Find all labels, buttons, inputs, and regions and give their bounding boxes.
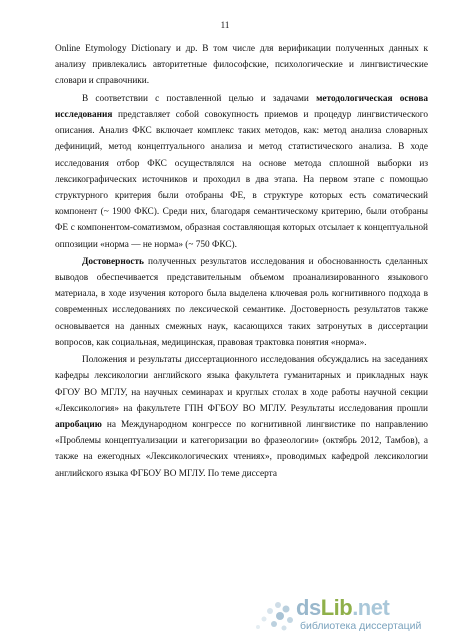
bold-term: апробацию [55,419,102,430]
document-body [55,41,428,483]
text-segment: полученных результатов исследования и обоснованность сделанных выводов обеспечивается представительным объемом проанализированного языкового материала, в ходе изучения которого была выделена ключевая роль когнитивного подхода в современных исследованиях по лексической семантике. Достоверность результатов также основывается на данных смежных наук, касающихся таких затронутых в диссертации вопросов, как социальная, медицинская, правовая трактовка понятия «норма». [55,256,428,348]
paragraph-reliability [55,254,428,351]
text-segment: представляет собой совокупность приемов и процедур лингвистического описания. Анализ ФКС включает комплекс таких методов, как: метод анализа словарных дефиниций, метод концептуального анализа и метод статистического анализа. В ходе исследования отбор ФКС осуществлялся на основе метода сплошной выборки из лексикографических источников и проходил в два этапа. На первом этапе с помощью структурного критерия были отобраны ФЕ, в структуре которых есть соматический компонент (~ 1900 ФКС). Среди них, благодаря семантическому критерию, были отобраны ФЕ с компонентом-соматизмом, образная составляющая которых отсылает к концептуальной оппозиции «норма — не норма» (~ 750 ФКС). [55,109,428,250]
page-number: 11 [220,20,230,30]
paragraph-methodology [55,91,428,253]
watermark-subtitle: библиотека диссертаций [300,620,422,632]
paragraph-approbation [55,352,428,482]
paragraph-1 [55,41,428,90]
text-segment: В соответствии с поставленной целью и задачами [82,93,317,104]
dots-logo-icon [234,599,296,633]
bold-term: Достоверность [82,256,144,267]
text-segment: Положения и результаты диссертационного исследования обсуждались на заседаниях кафедры лексикологии английского языка факультета гуманитарных и прикладных наук ФГОУ ВО МГЛУ, на научных семинарах и круглых столах в ходе работы научной секции «Лексикология» на факультете ГПН ФГБОУ ВО МГЛУ. Результаты исследования прошли [55,355,428,414]
dslib-watermark [234,595,444,635]
bold-term: методологическая основа исследования [55,93,428,120]
watermark-logo-text: dsLib.net [296,595,390,620]
text-segment: Online Etymology Dictionary и др. В том числе для верификации полученных данных к анализу привлекались авторитетные философские, психологические и лингвистические словари и справочники. [55,44,428,87]
text-segment: на Международном конгрессе по когнитивной лингвистике по направлению «Проблемы концептуализации и категоризации во фразеологии» (октябрь 2012, Тамбов), а также на ежегодных «Лексикологических чтениях», проводимых кафедрой лексикологии английского языка ФГБОУ ВО МГЛУ. По теме диссерта [55,419,428,479]
